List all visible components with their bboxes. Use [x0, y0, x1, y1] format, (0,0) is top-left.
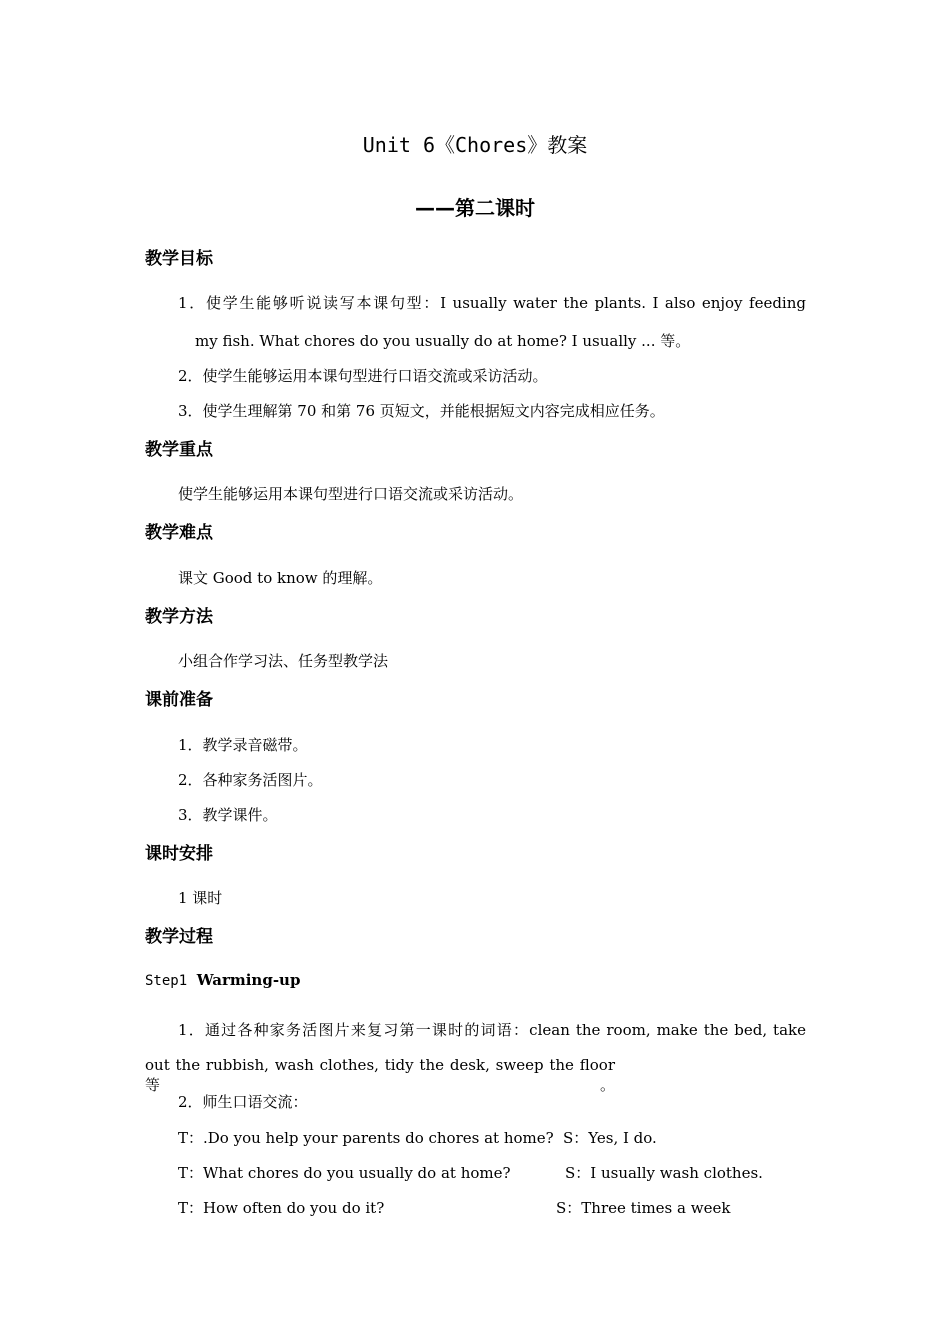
step-label: Step1: [145, 973, 188, 989]
heading-objectives: 教学目标: [145, 249, 213, 269]
step-heading: [145, 971, 300, 989]
step-title: Warming-up: [196, 971, 301, 989]
document-subtitle: ——第二课时: [415, 196, 535, 220]
dialogue-student-line: S：Yes, I do.: [563, 1129, 657, 1147]
objective-item-1-line-1: 1．使学生能够听说读写本课句型：I usually water the plants. I also enjoy feeding: [178, 294, 806, 312]
difficulties-text: 课文 Good to know 的理解。: [178, 569, 383, 587]
dialogue-teacher-line: T：How often do you do it?: [178, 1199, 385, 1217]
process-item-2: 2．师生口语交流：: [178, 1093, 308, 1111]
key-points-text: 使学生能够运用本课句型进行口语交流或采访活动。: [178, 485, 524, 503]
heading-process: 教学过程: [145, 927, 213, 947]
methods-text: 小组合作学习法、任务型教学法: [178, 652, 389, 670]
preparation-item-1: 1．教学录音磁带。: [178, 736, 308, 754]
heading-difficulties: 教学难点: [145, 523, 213, 543]
objective-item-3: 3．使学生理解第 70 和第 76 页短文，并能根据短文内容完成相应任务。: [178, 402, 665, 420]
heading-preparation: 课前准备: [145, 690, 213, 710]
process-item-1-line-1: 1．通过各种家务活图片来复习第一课时的词语：clean the room, make the bed, take: [178, 1021, 806, 1039]
objective-item-2: 2．使学生能够运用本课句型进行口语交流或采访活动。: [178, 367, 548, 385]
dialogue-teacher-line: T：.Do you help your parents do chores at home?: [178, 1129, 554, 1147]
dialogue-student-line: S：Three times a week: [556, 1199, 731, 1217]
process-item-1-line-2: out the rubbish, wash clothes, tidy the desk, sweep the floor 等。: [145, 1056, 615, 1094]
preparation-item-2: 2．各种家务活图片。: [178, 771, 323, 789]
document-title: Unit 6《Chores》教案: [362, 133, 588, 157]
heading-schedule: 课时安排: [145, 844, 213, 864]
heading-methods: 教学方法: [145, 607, 213, 627]
objective-item-1-line-2: my fish. What chores do you usually do at home? I usually ... 等。: [195, 332, 691, 350]
dialogue-student-line: S：I usually wash clothes.: [565, 1164, 763, 1182]
dialogue-teacher-line: T：What chores do you usually do at home?: [178, 1164, 511, 1182]
schedule-text: 1 课时: [178, 889, 223, 907]
heading-key-points: 教学重点: [145, 440, 213, 460]
preparation-item-3: 3．教学课件。: [178, 806, 278, 824]
